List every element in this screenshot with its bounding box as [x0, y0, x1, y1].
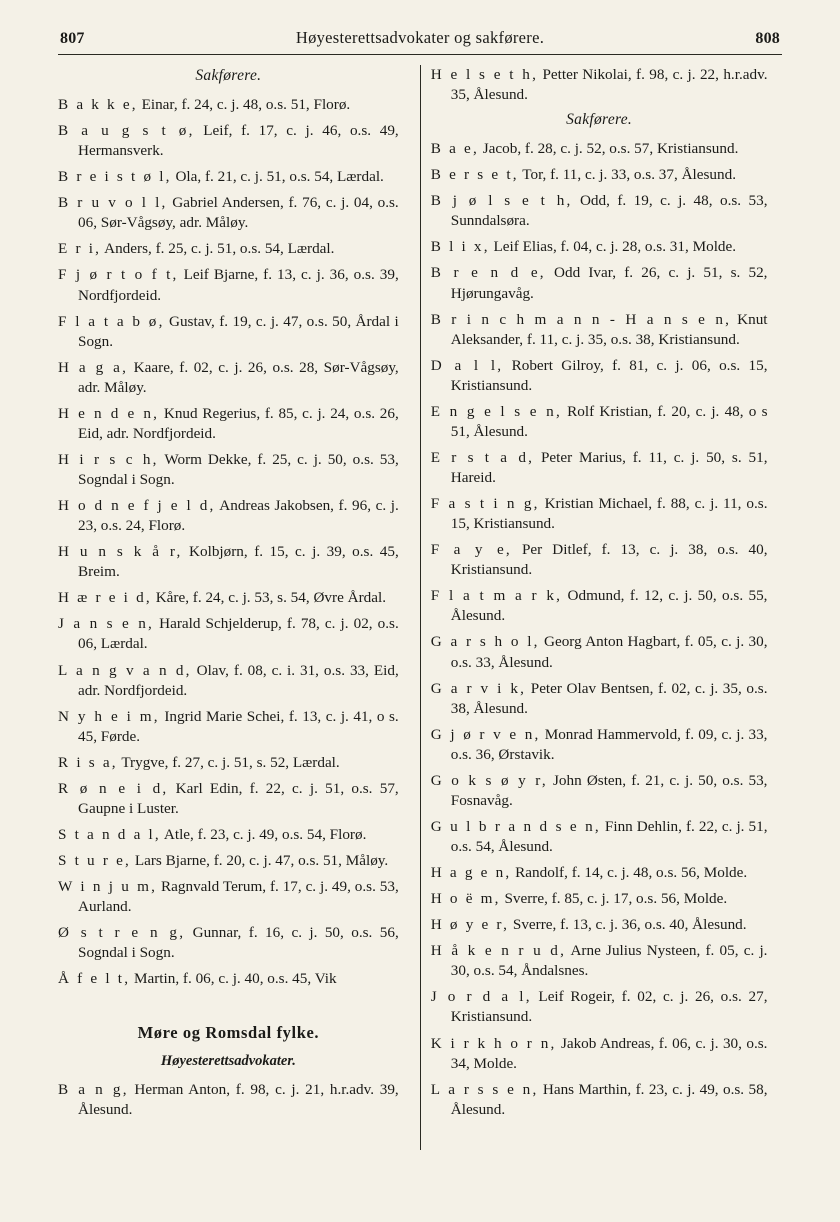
entry-surname: E n g e l s e n, — [430, 402, 562, 420]
entry-surname: G a r s h o l, — [430, 633, 540, 651]
entry-details: Gustav, f. 19, c. j. 47, o.s. 50, Årdal i Sogn. — [78, 312, 399, 350]
directory-entry — [431, 237, 768, 257]
entry-details: Monrad Hammervold, f. 09, c. j. 33, o.s. 36, Ørstavik. — [450, 725, 768, 763]
entry-details: Kolbjørn, f. 15, c. j. 39, o.s. 45, Breim. — [78, 543, 399, 581]
entry-details: Peter Marius, f. 11, c. j. 50, s. 51, Hareid. — [450, 448, 768, 486]
entry-surname: B r i n c h m a n n - H a n s e n, — [430, 310, 732, 328]
directory-entry — [58, 265, 399, 305]
directory-entry — [58, 167, 399, 187]
entry-details: Kaare, f. 02, c. j. 26, o.s. 28, Sør-Vågsøy, adr. Måløy. — [78, 358, 399, 396]
directory-entry — [431, 889, 768, 909]
entry-surname: B r e n d e, — [430, 264, 546, 282]
entry-surname: G a r v i k, — [430, 679, 527, 697]
entry-surname: H o ë m, — [430, 890, 501, 908]
two-column-body — [58, 65, 782, 1150]
directory-entry — [431, 679, 768, 719]
directory-entry — [431, 1034, 768, 1074]
directory-entry — [431, 771, 768, 811]
directory-entry — [431, 632, 768, 672]
entry-details: Leif Rogeir, f. 02, c. j. 26, o.s. 27, Kristiansund. — [450, 988, 768, 1026]
entry-details: Kåre, f. 24, c. j. 53, s. 54, Øvre Årdal. — [151, 589, 386, 607]
entry-details: Arne Julius Nysteen, f. 05, c. j. 30, o.s. 54, Åndalsnes. — [450, 942, 768, 980]
entry-surname: E r i, — [58, 240, 102, 258]
directory-entry — [431, 1080, 768, 1120]
entry-details: Einar, f. 24, c. j. 48, o.s. 51, Florø. — [137, 96, 351, 113]
entry-surname: Å f e l t, — [58, 970, 131, 988]
entry-details: Worm Dekke, f. 25, c. j. 50, o.s. 53, Sogndal i Sogn. — [78, 450, 399, 488]
directory-entry — [431, 356, 768, 396]
left-entry-list — [58, 95, 399, 989]
entry-surname: B r e i s t ø l, — [58, 168, 172, 186]
entry-surname: K i r k h o r n, — [430, 1034, 557, 1052]
entry-details: Ragnvald Terum, f. 17, c. j. 49, o.s. 53, Aurland. — [78, 878, 399, 916]
folio-left: 807 — [60, 30, 85, 47]
entry-details: Petter Nikolai, f. 98, c. j. 22, h.r.adv. 35, Ålesund. — [450, 66, 768, 104]
entry-surname: S t a n d a l, — [58, 825, 161, 843]
directory-entry — [58, 753, 399, 773]
entry-surname: F a y e, — [430, 541, 512, 559]
entry-surname: Ø s t r e n g, — [58, 924, 186, 942]
directory-entry — [431, 817, 768, 857]
entry-surname: B a n g, — [58, 1081, 129, 1099]
entry-surname: S t u r e, — [58, 852, 132, 869]
entry-surname: E r s t a d, — [430, 448, 535, 466]
entry-surname: H e l s e t h, — [430, 66, 539, 83]
entry-details: Martin, f. 06, c. j. 40, o.s. 45, Vik — [130, 970, 337, 988]
section-heading-sakforere-left: Sakførere. — [195, 67, 262, 84]
entry-details: Odd Ivar, f. 26, c. j. 51, s. 52, Hjørungavåg. — [450, 264, 768, 302]
entry-details: John Østen, f. 21, c. j. 50, o.s. 53, Fosnavåg. — [450, 771, 768, 809]
entry-surname: B j ø l s e t h, — [430, 192, 573, 210]
entry-surname: J a n s e n, — [58, 615, 155, 633]
entry-details: Harald Schjelderup, f. 78, c. j. 02, o.s. 06, Lærdal. — [78, 615, 399, 653]
right-entry-list — [431, 139, 768, 1120]
entry-details: Ingrid Marie Schei, f. 13, c. j. 41, o s. 45, Førde. — [78, 707, 399, 745]
page-header — [58, 28, 782, 54]
entry-details: Georg Anton Hagbart, f. 05, c. j. 30, o.s. 33, Ålesund. — [450, 633, 768, 671]
entry-surname: H o d n e f j e l d, — [58, 497, 216, 515]
entry-details: Peter Olav Bentsen, f. 02, c. j. 35, o.s. 38, Ålesund. — [450, 679, 768, 717]
directory-entry — [58, 542, 399, 582]
directory-entry — [58, 239, 399, 259]
entry-surname: H a g e n, — [430, 864, 512, 882]
directory-entry — [58, 614, 399, 654]
directory-entry — [58, 95, 399, 115]
county-entry-list — [58, 1080, 399, 1120]
directory-entry — [58, 312, 399, 352]
directory-entry — [58, 496, 399, 536]
entry-details: Leif Elias, f. 04, c. j. 28, o.s. 31, Molde. — [489, 238, 737, 256]
entry-details: Jakob Andreas, f. 06, c. j. 30, o.s. 34, Molde. — [450, 1034, 768, 1072]
entry-surname: G j ø r v e n, — [430, 725, 541, 743]
entry-details: Jacob, f. 28, c. j. 52, o.s. 57, Kristiansund. — [478, 140, 739, 158]
header-rule — [58, 54, 782, 55]
entry-details: Odmund, f. 12, c. j. 50, o.s. 55, Ålesund. — [450, 587, 768, 625]
entry-details: Randolf, f. 14, c. j. 48, o.s. 56, Molde. — [511, 864, 748, 882]
entry-details: Leif, f. 17, c. j. 46, o.s. 49, Hermansverk. — [78, 122, 399, 160]
entry-details: Olav, f. 08, c. i. 31, o.s. 33, Eid, adr. Nordfjordeid. — [78, 661, 399, 699]
directory-entry — [58, 358, 399, 398]
county-block — [58, 1023, 399, 1070]
directory-entry — [431, 65, 768, 105]
directory-entry — [431, 448, 768, 488]
directory-entry — [58, 661, 399, 701]
entry-details: Kristian Michael, f. 88, c. j. 11, o.s. 15, Kristiansund. — [450, 495, 768, 533]
directory-entry — [58, 121, 399, 161]
entry-surname: F l a t m a r k, — [430, 587, 563, 605]
entry-details: Lars Bjarne, f. 20, c. j. 47, o.s. 51, Måløy. — [131, 852, 389, 869]
entry-details: Ola, f. 21, c. j. 51, o.s. 54, Lærdal. — [171, 168, 384, 186]
directory-entry — [431, 139, 768, 159]
left-column — [58, 65, 413, 1150]
entry-surname: H æ r e i d, — [58, 589, 152, 607]
entry-surname: G u l b r a n d s e n, — [430, 817, 601, 835]
entry-surname: H u n s k å r, — [58, 543, 183, 561]
directory-entry — [58, 825, 399, 845]
entry-surname: H a g a, — [58, 358, 129, 376]
entry-details: Per Ditlef, f. 13, c. j. 38, o.s. 40, Kristiansund. — [450, 541, 768, 579]
entry-details: Herman Anton, f. 98, c. j. 21, h.r.adv. 39, Ålesund. — [78, 1081, 399, 1119]
entry-surname: H ø y e r, — [430, 916, 510, 934]
directory-entry — [431, 494, 768, 534]
entry-details: Robert Gilroy, f. 81, c. j. 06, o.s. 15, Kristiansund. — [450, 356, 768, 394]
directory-entry — [58, 588, 399, 608]
entry-details: Karl Edin, f. 22, c. j. 51, o.s. 57, Gaupne i Luster. — [78, 779, 399, 817]
entry-surname: R ø n e i d, — [58, 779, 169, 797]
directory-entry — [431, 191, 768, 231]
entry-surname: H e n d e n, — [58, 404, 160, 422]
directory-entry — [431, 987, 768, 1027]
entry-surname: J o r d a l, — [430, 988, 532, 1006]
entry-details: Hans Marthin, f. 23, c. j. 49, o.s. 58, Ålesund. — [450, 1080, 768, 1118]
directory-entry — [58, 923, 399, 963]
directory-entry — [58, 193, 399, 233]
entry-surname: L a n g v a n d, — [58, 661, 192, 679]
directory-entry — [58, 969, 399, 989]
directory-entry — [431, 863, 768, 883]
entry-details: Knut Aleksander, f. 11, c. j. 35, o.s. 38, Kristiansund. — [450, 310, 768, 348]
entry-surname: F a s t i n g, — [430, 495, 540, 513]
entry-details: Leif Bjarne, f. 13, c. j. 36, o.s. 39, Nordfjordeid. — [78, 266, 399, 304]
directory-entry — [58, 404, 399, 444]
entry-surname: H å k e n r u d, — [430, 942, 567, 960]
directory-entry — [58, 450, 399, 490]
directory-entry — [58, 1080, 399, 1120]
entry-surname: N y h e i m, — [58, 707, 160, 725]
entry-details: Anders, f. 25, c. j. 51, o.s. 54, Lærdal. — [101, 240, 335, 258]
directory-entry — [58, 779, 399, 819]
entry-details: Rolf Kristian, f. 20, c. j. 48, o s 51, Ålesund. — [450, 402, 768, 440]
directory-entry — [431, 165, 768, 185]
running-title: Høyesterettsadvokater og sakførere. — [295, 28, 545, 47]
section-heading-sakforere-right: Sakførere. — [566, 111, 633, 129]
entry-details: Gunnar, f. 16, c. j. 50, o.s. 56, Sogndal i Sogn. — [78, 924, 399, 962]
entry-surname: G o k s ø y r, — [430, 771, 548, 789]
entry-details: Knud Regerius, f. 85, c. j. 24, o.s. 26, Eid, adr. Nordfjordeid. — [78, 404, 399, 442]
column-divider — [420, 65, 421, 1150]
entry-surname: H i r s c h, — [58, 450, 159, 468]
directory-entry — [58, 851, 399, 871]
entry-details: Tor, f. 11, c. j. 33, o.s. 37, Ålesund. — [518, 166, 736, 184]
county-subtitle: Høyesterettsadvokater. — [160, 1053, 296, 1070]
entry-surname: D a l l, — [430, 356, 504, 374]
entry-surname: B e r s e t, — [430, 166, 519, 184]
entry-surname: W i n j u m, — [58, 878, 158, 896]
directory-entry — [58, 707, 399, 747]
entry-details: Odd, f. 19, c. j. 48, o.s. 53, Sunndalsøra. — [450, 192, 768, 230]
right-column — [413, 65, 768, 1150]
entry-surname: F l a t a b ø, — [58, 312, 165, 330]
directory-entry — [431, 915, 768, 935]
directory-entry — [431, 402, 768, 442]
folio-right: 808 — [755, 30, 780, 47]
entry-details: Gabriel Andersen, f. 76, c. j. 04, o.s. 06, Sør-Vågsøy, adr. Måløy. — [78, 194, 399, 232]
directory-entry — [431, 263, 768, 303]
directory-entry — [431, 310, 768, 350]
county-title: Møre og Romsdal fylke. — [137, 1023, 320, 1043]
entry-surname: B r u v o l l, — [58, 194, 168, 212]
entry-surname: B l i x, — [430, 238, 490, 256]
entry-surname: B a k k e, — [58, 96, 138, 113]
entry-details: Atle, f. 23, c. j. 49, o.s. 54, Florø. — [160, 825, 367, 843]
entry-details: Sverre, f. 13, c. j. 36, o.s. 40, Ålesund. — [509, 916, 747, 934]
entry-details: Finn Dehlin, f. 22, c. j. 51, o.s. 54, Ålesund. — [450, 817, 768, 855]
entry-details: Sverre, f. 85, c. j. 17, o.s. 56, Molde. — [500, 890, 728, 908]
directory-entry — [58, 877, 399, 917]
entry-surname: B a e, — [430, 140, 479, 158]
right-top-entry-list — [431, 65, 768, 105]
entry-surname: B a u g s t ø, — [58, 122, 195, 140]
entry-surname: R i s a, — [58, 753, 118, 771]
entry-details: Trygve, f. 27, c. j. 51, s. 52, Lærdal. — [117, 753, 340, 771]
directory-entry — [431, 586, 768, 626]
entry-surname: F j ø r t o f t, — [58, 266, 179, 284]
entry-surname: L a r s s e n, — [430, 1080, 539, 1098]
directory-entry — [431, 941, 768, 981]
directory-entry — [431, 540, 768, 580]
directory-entry — [431, 725, 768, 765]
entry-details: Andreas Jakobsen, f. 96, c. j. 23, o.s. 24, Florø. — [78, 497, 399, 535]
